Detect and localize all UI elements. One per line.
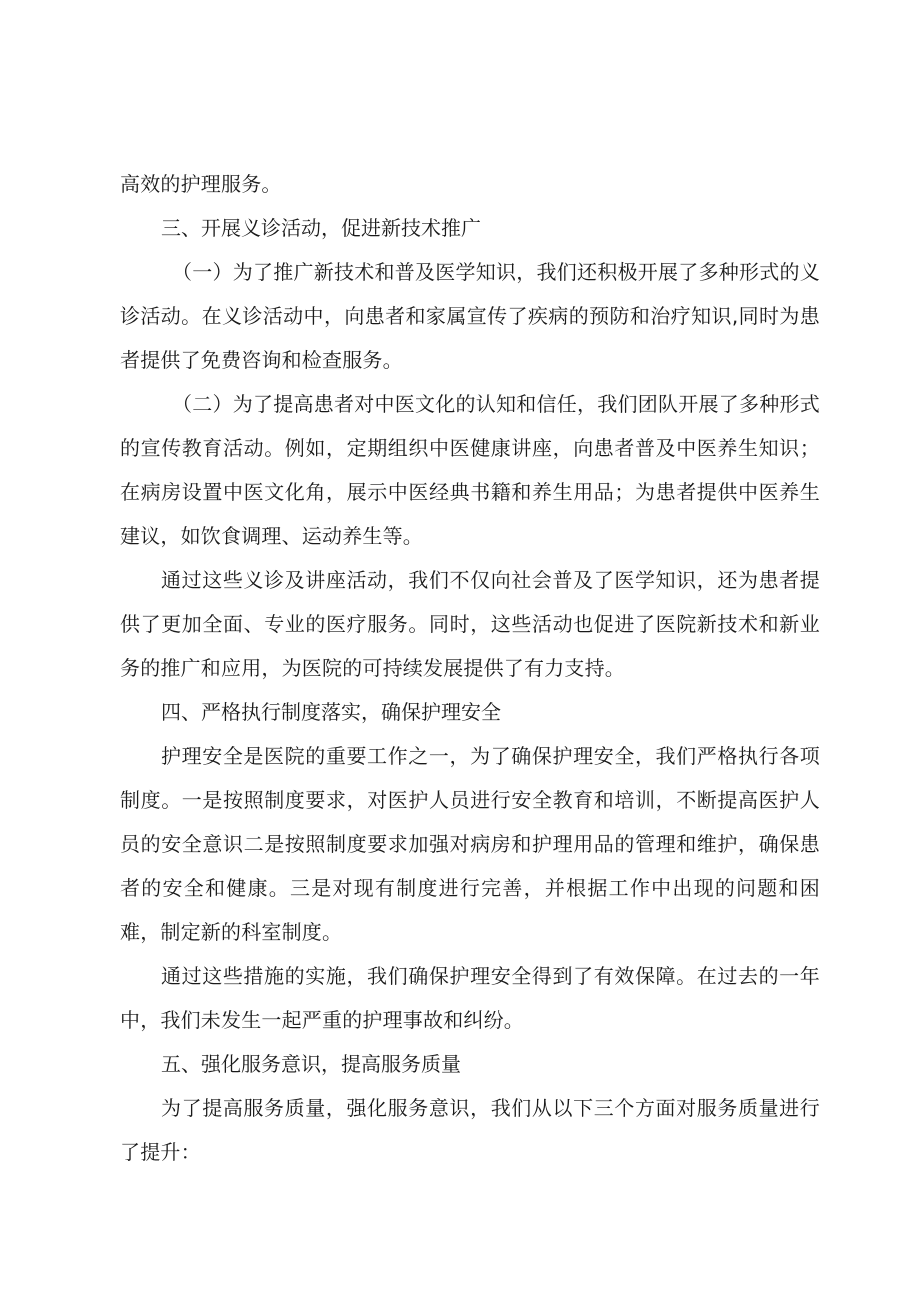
paragraph-clinic-summary: 通过这些义诊及讲座活动，我们不仅向社会普及了医学知识，还为患者提供了更加全面、专业的医疗服务。同时，这些活动也促进了医院新技术和新业务的推广和应用，为医院的可持续发展提供了有力支持。 bbox=[120, 568, 820, 680]
paragraph-safety-measures: 护理安全是医院的重要工作之一，为了确保护理安全，我们严格执行各项制度。一是按照制度要求，对医护人员进行安全教育和培训，不断提高医护人员的安全意识二是按照制度要求加强对病房和护理用品的管理和维护，确保患者的安全和健康。三是对现有制度进行完善，并根据工作中出现的问题和困难，制定新的科室制度。 bbox=[120, 744, 820, 944]
paragraph-free-clinic-1: （一）为了推广新技术和普及医学知识，我们还积极开展了多种形式的义诊活动。在义诊活动中，向患者和家属宣传了疾病的预防和治疗知识,同时为患者提供了免费咨询和检查服务。 bbox=[120, 260, 820, 372]
paragraph-continuation: 高效的护理服务。 bbox=[120, 172, 282, 196]
section-heading-3: 三、开展义诊活动，促进新技术推广 bbox=[161, 216, 481, 240]
paragraph-service-quality: 为了提高服务质量，强化服务意识，我们从以下三个方面对服务质量进行了提升： bbox=[120, 1096, 820, 1164]
paragraph-safety-summary: 通过这些措施的实施，我们确保护理安全得到了有效保障。在过去的一年中，我们未发生一起严重的护理事故和纠纷。 bbox=[120, 964, 820, 1032]
section-heading-4: 四、严格执行制度落实，确保护理安全 bbox=[161, 700, 501, 724]
paragraph-free-clinic-2: （二）为了提高患者对中医文化的认知和信任，我们团队开展了多种形式的宣传教育活动。例如，定期组织中医健康讲座，向患者普及中医养生知识；在病房设置中医文化角，展示中医经典书籍和养生用品；为患者提供中医养生建议，如饮食调理、运动养生等。 bbox=[120, 392, 820, 548]
section-heading-5: 五、强化服务意识，提高服务质量 bbox=[161, 1052, 461, 1076]
document-body bbox=[120, 162, 820, 1174]
